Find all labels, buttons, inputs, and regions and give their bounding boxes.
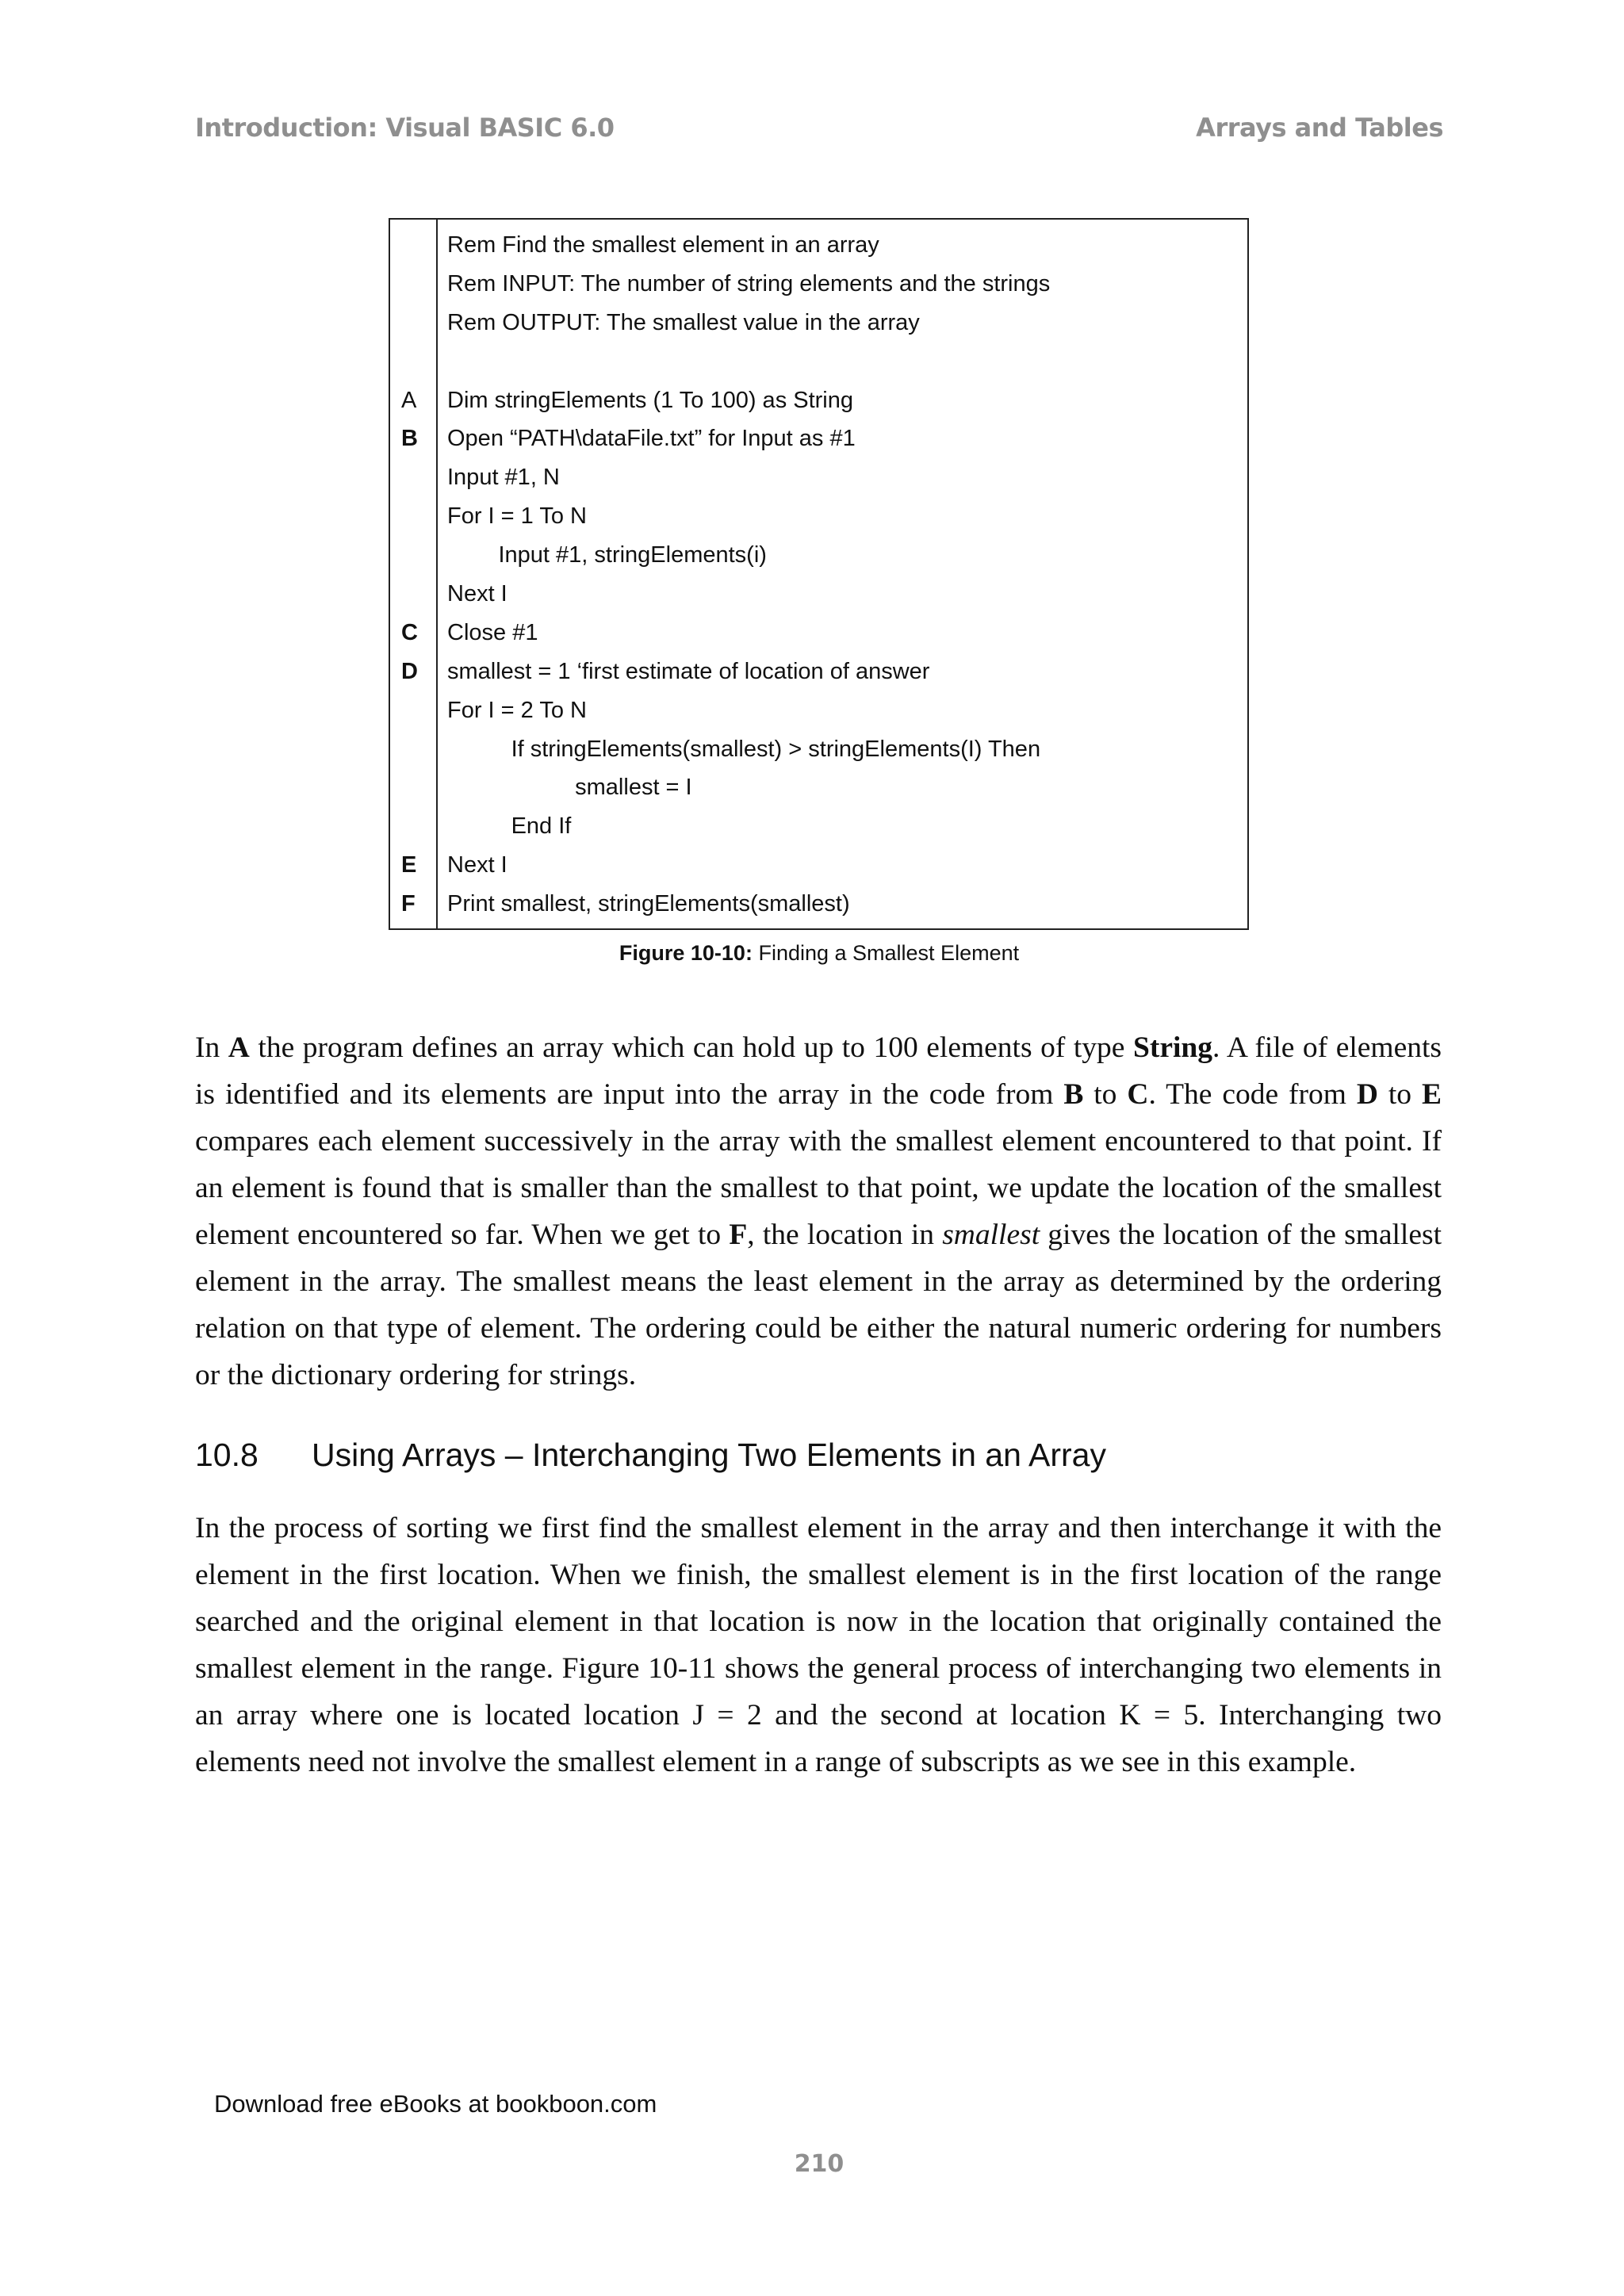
line-marker xyxy=(389,497,437,536)
code-row xyxy=(389,614,1248,652)
line-marker: E xyxy=(389,846,437,885)
text-run: compares each element successively in the array with the smallest element encountered to that point. If an element is found that is smaller than the smallest to that point, we update the location of the smallest element encountered so far. When we get to xyxy=(195,1125,1442,1251)
text-run: the program defines an array which can hold up to 100 elements of type xyxy=(249,1031,1133,1064)
code-row xyxy=(389,458,1248,497)
marker-e: E xyxy=(1421,1078,1442,1111)
code-row xyxy=(389,691,1248,730)
marker-c: C xyxy=(1127,1078,1149,1111)
code-line: Dim stringElements (1 To 100) as String xyxy=(447,387,854,413)
code-line xyxy=(437,342,1248,381)
line-marker xyxy=(389,219,437,265)
text-run: gives the location of the smallest element in the array. The smallest means the least element in the array as determined by the ordering relation on that type of element. The ordering could be either the natural numeric ordering for numbers or the dictionary ordering for strings. xyxy=(195,1219,1442,1391)
code-row xyxy=(389,342,1248,381)
figure-caption-text: Finding a Smallest Element xyxy=(752,941,1020,965)
text-run: , the location in xyxy=(747,1219,943,1251)
code-row xyxy=(389,807,1248,846)
code-line: Rem OUTPUT: The smallest value in the array xyxy=(447,309,920,335)
line-marker: B xyxy=(389,419,437,458)
code-line: Rem INPUT: The number of string elements and the strings xyxy=(447,270,1051,297)
marker-d: D xyxy=(1356,1078,1378,1111)
code-line: Print smallest, stringElements(smallest) xyxy=(447,891,850,917)
code-row xyxy=(389,536,1248,575)
line-marker xyxy=(389,807,437,846)
line-marker: C xyxy=(389,614,437,652)
code-row xyxy=(389,730,1248,769)
running-header-left: Introduction: Visual BASIC 6.0 xyxy=(195,113,615,143)
line-marker xyxy=(389,730,437,769)
line-marker xyxy=(389,575,437,614)
code-line: Close #1 xyxy=(447,619,538,645)
code-line: Next I xyxy=(447,580,508,607)
section-heading xyxy=(195,1437,1106,1474)
line-marker: A xyxy=(389,381,437,420)
code-row xyxy=(389,304,1248,342)
code-row xyxy=(389,885,1248,929)
line-marker xyxy=(389,536,437,575)
text-run: to xyxy=(1377,1078,1422,1111)
section-number: 10.8 xyxy=(195,1437,259,1473)
line-marker xyxy=(389,304,437,342)
line-marker xyxy=(389,342,437,381)
figure-caption-label: Figure 10-10: xyxy=(619,941,753,965)
line-marker: F xyxy=(389,885,437,929)
text-run: In xyxy=(195,1031,228,1064)
code-row xyxy=(389,497,1248,536)
code-line: If stringElements(smallest) > stringElements(I) Then xyxy=(447,736,1041,762)
line-marker xyxy=(389,265,437,304)
code-line: Next I xyxy=(447,852,508,878)
line-marker xyxy=(389,458,437,497)
code-row xyxy=(389,265,1248,304)
line-marker xyxy=(389,691,437,730)
marker-f: F xyxy=(729,1219,748,1251)
body-paragraph-2: In the process of sorting we first find the smallest element in the array and then interchange it with the element in the first location. When we finish, the smallest element is in the first location of the range searched and the original element in that location is now in the location that originally contained the smallest element in the range. Figure 10-11 shows the general process of interchanging two elements in an array where one is located location J = 2 and the second at location K = 5. Interchanging two elements need not involve the smallest element in a range of subscripts as we see in this example. xyxy=(195,1512,1442,1778)
code-line: Open “PATH\dataFile.txt” for Input as #1 xyxy=(447,426,856,452)
code-line: Rem Find the smallest element in an array xyxy=(447,232,879,258)
code-line: Input #1, stringElements(i) xyxy=(447,542,767,568)
text-run: . A file of elements is identified and its elements are input into the array in the code from xyxy=(195,1031,1442,1111)
line-marker xyxy=(389,768,437,807)
variable-smallest: smallest xyxy=(942,1219,1040,1251)
section-title: Using Arrays – Interchanging Two Elements in an Array xyxy=(312,1437,1106,1473)
code-row xyxy=(389,575,1248,614)
code-row xyxy=(389,419,1248,458)
code-line: For I = 1 To N xyxy=(447,503,587,530)
body-paragraph-1 xyxy=(195,1024,1442,1399)
code-line: smallest = I xyxy=(447,775,692,801)
type-string: String xyxy=(1132,1031,1212,1064)
code-line: End If xyxy=(447,813,572,840)
page-number: 210 xyxy=(794,2150,845,2178)
text-run: to xyxy=(1083,1078,1128,1111)
code-row xyxy=(389,381,1248,420)
footer-link[interactable]: Download free eBooks at bookboon.com xyxy=(214,2090,657,2118)
line-marker: D xyxy=(389,652,437,691)
code-line: For I = 2 To N xyxy=(447,697,587,723)
figure-caption xyxy=(0,941,1624,966)
code-line: smallest = 1 ‘first estimate of location of answer xyxy=(447,658,930,684)
marker-a: A xyxy=(228,1031,250,1064)
code-row xyxy=(389,652,1248,691)
text-run: . The code from xyxy=(1148,1078,1357,1111)
code-listing xyxy=(389,218,1249,930)
running-header-right: Arrays and Tables xyxy=(1196,113,1443,143)
marker-b: B xyxy=(1063,1078,1084,1111)
code-row xyxy=(389,768,1248,807)
code-row xyxy=(389,219,1248,265)
code-row xyxy=(389,846,1248,885)
code-line: Input #1, N xyxy=(447,465,560,491)
